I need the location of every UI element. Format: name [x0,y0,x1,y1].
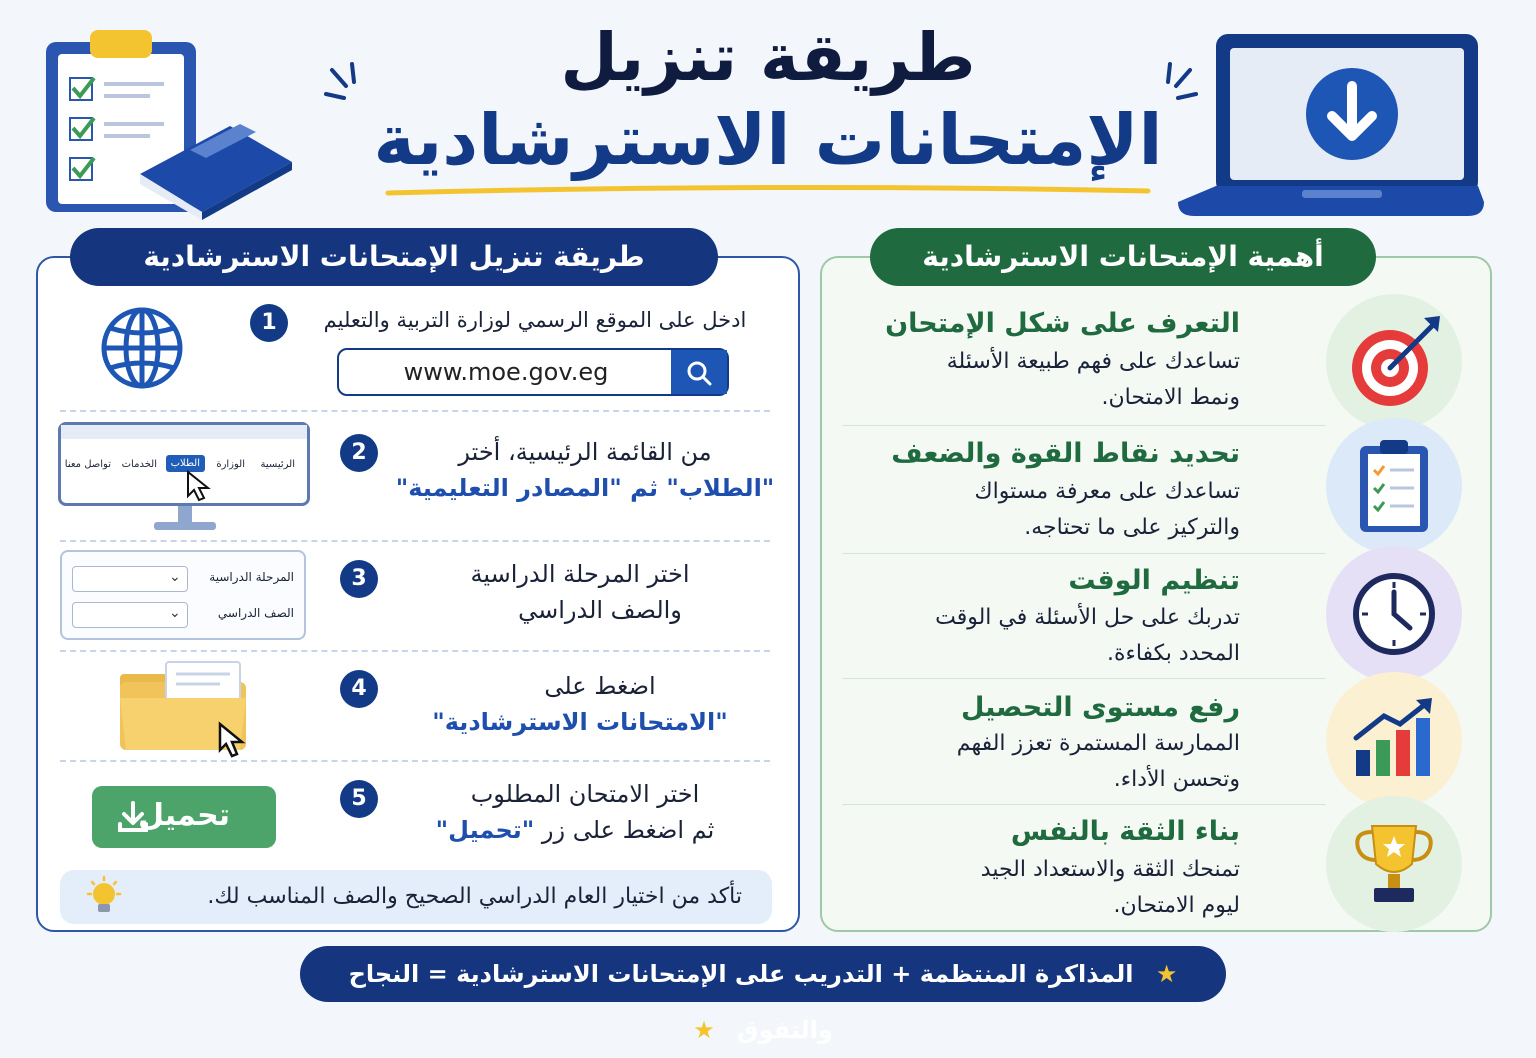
clock-icon [1350,570,1438,658]
download-button-label: تحميل [137,798,231,833]
step-4-text-line2: "الامتحانات الاسترشادية" [432,708,728,736]
clipboard-icon [1354,436,1434,536]
page-title-line1: طريقة تنزيل [560,19,976,96]
benefit-icon-circle [1326,294,1462,430]
download-icon [116,800,150,834]
target-icon [1344,312,1444,412]
chevron-down-icon: ⌄ [169,605,181,621]
step-divider [60,650,770,652]
stage-grade-select-mockup [60,550,306,640]
benefit-title: بناء الثقة بالنفس [1010,816,1240,847]
download-button[interactable] [92,786,276,848]
step-5-text-line2: ثم اضغط على زر "تحميل" [435,816,715,844]
benefit-icon-circle [1326,796,1462,932]
benefit-desc: تمنحك الثقة والاستعداد الجيد [980,857,1240,882]
benefit-icon-circle [1326,546,1462,682]
benefit-divider [842,678,1326,679]
step-2-text-line1: من القائمة الرئيسية، أختر [458,438,712,466]
search-icon [685,359,713,387]
step-5-text-line1: اختر الامتحان المطلوب [470,780,700,808]
bar-chart-growth-icon [1350,694,1440,784]
benefit-desc: المحدد بكفاءة. [1106,641,1240,666]
select-label: الصف الدراسي [217,606,294,620]
benefit-title: التعرف على شكل الإمتحان [885,308,1240,339]
sparkle-left-icon [322,60,382,120]
nav-item-contact[interactable]: تواصل معنا [64,459,111,470]
footer-banner [300,946,1226,1044]
url-search-button[interactable] [671,350,727,394]
page-title-line2: الإمتحانات الاسترشادية [373,99,1163,181]
benefit-divider [842,553,1326,554]
nav-item-home[interactable]: الرئيسية [260,459,295,470]
benefit-divider [842,804,1326,805]
benefit-title: تحديد نقاط القوة والضعف [891,438,1240,469]
benefit-desc: ليوم الامتحان. [1113,893,1240,918]
step-3-text-line1: اختر المرحلة الدراسية [470,560,690,588]
step-divider [60,760,770,762]
benefit-desc: تدربك على حل الأسئلة في الوقت [935,605,1240,630]
step-number: 4 [340,670,378,708]
clipboard-book-icon [40,24,300,220]
star-icon: ★ [693,1016,715,1044]
cursor-icon [184,470,214,504]
monitor-titlebar [61,425,307,439]
nav-item-students[interactable]: الطلاب [166,455,205,472]
step-number: 5 [340,780,378,818]
benefit-title: تنظيم الوقت [1068,565,1240,596]
step-1-text: ادخل على الموقع الرسمي لوزارة التربية والتعليم [323,308,747,332]
star-icon: ★ [1155,960,1178,988]
chevron-down-icon: ⌄ [169,569,181,585]
monitor-stand-icon [150,500,220,534]
benefit-icon-circle [1326,672,1462,808]
tip-banner [60,870,772,924]
benefit-divider [842,425,1326,426]
footer-text: المذاكرة المنتظمة + التدريب على الإمتحانات الاسترشادية = النجاح والتفوق [348,960,1134,1044]
benefit-desc: والتركيز على ما تحتاجه. [1024,515,1240,540]
step-3-text-line2: والصف الدراسي [518,596,682,624]
url-field[interactable] [337,348,729,396]
nav-item-ministry[interactable]: الوزارة [216,459,245,470]
step-4-text-line1: اضغط على [544,672,656,700]
laptop-download-icon [1172,30,1492,230]
step-number: 2 [340,434,378,472]
stage-select[interactable] [72,566,188,592]
benefit-icon-circle [1326,418,1462,554]
grade-select[interactable] [72,602,188,628]
globe-icon [100,306,184,390]
tip-text: تأكد من اختيار العام الدراسي الصحيح والصف المناسب لك. [207,884,742,909]
step-divider [60,540,770,542]
folder-icon [116,660,256,764]
benefit-desc: وتحسن الأداء. [1113,767,1240,792]
download-steps-heading: طريقة تنزيل الإمتحانات الاسترشادية [70,228,718,286]
benefit-desc: ونمط الامتحان. [1101,385,1240,410]
step-divider [60,410,770,412]
title-underline [388,186,1148,196]
benefit-desc: تساعدك على معرفة مستواك [974,479,1240,504]
trophy-icon [1350,820,1438,910]
nav-item-services[interactable]: الخدمات [121,459,157,470]
select-label: المرحلة الدراسية [209,570,294,584]
benefit-title: رفع مستوى التحصيل [961,692,1240,723]
step-2-text-line2: "الطلاب" ثم "المصادر التعليمية" [395,474,775,502]
lightbulb-icon [84,876,124,920]
benefit-desc: الممارسة المستمرة تعزز الفهم [956,731,1240,756]
step-number: 1 [250,304,288,342]
benefit-desc: تساعدك على فهم طبيعة الأسئلة [946,349,1240,374]
importance-heading: أهمية الإمتحانات الاسترشادية [870,228,1376,286]
step-number: 3 [340,560,378,598]
url-text: www.moe.gov.eg [403,358,609,386]
